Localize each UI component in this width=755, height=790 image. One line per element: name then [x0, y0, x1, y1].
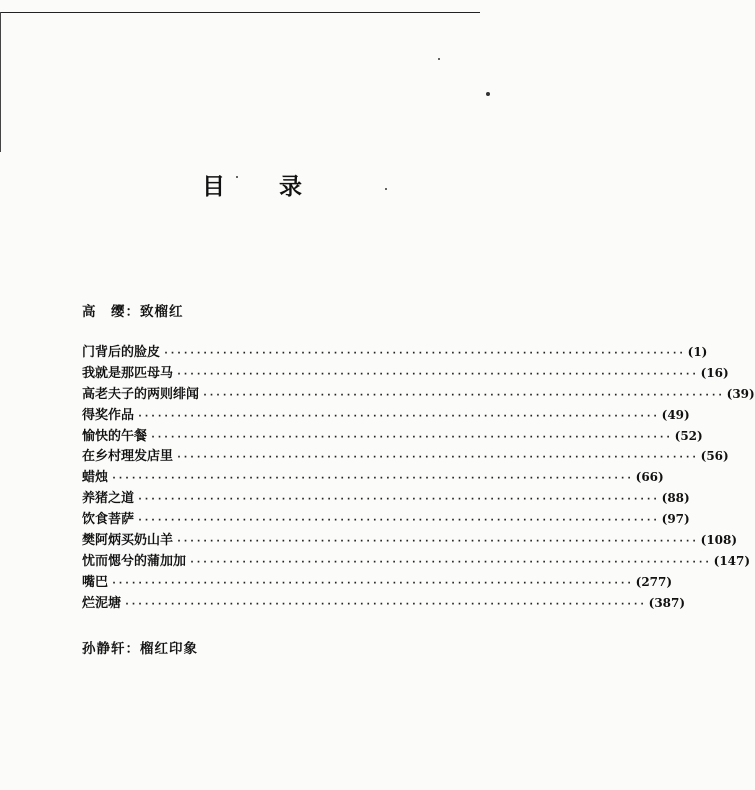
- toc-entry-title: 饮食菩萨: [82, 512, 135, 528]
- dot-leader: ················································································: [189, 556, 711, 568]
- toc-entry: [82, 341, 708, 362]
- toc-entry: [82, 529, 738, 550]
- toc-entry-page: (52): [674, 428, 703, 443]
- toc-entry: [82, 592, 686, 613]
- toc-entry-page: (16): [700, 365, 729, 380]
- toc-entry-page: (108): [700, 533, 738, 548]
- toc-entry-title: 烂泥塘: [82, 595, 122, 611]
- toc-entry-page: (39): [726, 386, 755, 401]
- toc-list: [82, 341, 755, 613]
- dot-leader: ················································································: [176, 536, 698, 548]
- dot-leader: ················································································: [137, 410, 659, 422]
- scan-speck: [438, 58, 440, 60]
- toc-entry: [82, 445, 729, 466]
- toc-entry-title: 得奖作品: [82, 407, 135, 423]
- toc-entry-page: (147): [713, 553, 751, 568]
- dot-leader: ················································································: [137, 515, 659, 527]
- scan-speck: [385, 188, 387, 190]
- toc-entry-title: 养猪之道: [82, 491, 135, 507]
- toc-entry-page: (66): [635, 470, 664, 485]
- toc-entry-title: 我就是那匹母马: [82, 365, 174, 381]
- section-heading-1: [82, 300, 184, 320]
- toc-entry-page: (56): [700, 449, 729, 464]
- section-text: 榴红印象: [140, 641, 198, 657]
- section-author: 高 缨: [82, 304, 126, 320]
- section-separator: ：: [125, 304, 140, 320]
- dot-leader: ················································································: [111, 577, 633, 589]
- toc-entry-title: 嘴巴: [82, 574, 109, 590]
- toc-entry-title: 忧而愢兮的蒲加加: [82, 553, 187, 569]
- toc-entry: [82, 362, 729, 383]
- toc-entry: [82, 571, 673, 592]
- toc-entry-page: (49): [661, 407, 690, 422]
- dot-leader: ················································································: [176, 452, 698, 464]
- toc-entry: [82, 383, 755, 404]
- toc-entry: [82, 404, 690, 425]
- title-char-2: 录: [279, 173, 302, 200]
- dot-leader: ················································································: [137, 494, 659, 506]
- section-text: 致榴红: [140, 304, 184, 320]
- toc-entry: [82, 508, 690, 529]
- toc-entry-title: 樊阿炳买奶山羊: [82, 533, 174, 549]
- toc-entry-title: 蜡烛: [82, 470, 109, 486]
- toc-entry: [82, 425, 703, 446]
- toc-entry-page: (97): [661, 512, 690, 527]
- toc-entry-page: (277): [635, 574, 673, 589]
- title-char-1: 目: [202, 173, 225, 200]
- toc-entry: [82, 487, 690, 508]
- toc-entry-title: 在乡村理发店里: [82, 449, 174, 465]
- scan-speck: [486, 92, 490, 96]
- toc-entry: [82, 550, 751, 571]
- section-heading-2: [82, 637, 198, 657]
- dot-leader: ················································································: [202, 389, 724, 401]
- section-author: 孙静轩: [82, 641, 126, 657]
- page-title: [0, 168, 504, 201]
- toc-entry-page: (1): [687, 345, 708, 359]
- dot-leader: ················································································: [176, 368, 698, 380]
- toc-entry-title: 愉快的午餐: [82, 428, 148, 444]
- scan-speck: [236, 176, 238, 178]
- dot-leader: ················································································: [111, 473, 633, 485]
- toc-entry: [82, 466, 664, 487]
- toc-entry-page: (88): [661, 491, 690, 506]
- dot-leader: ················································································: [124, 598, 646, 610]
- page-edge: [0, 12, 1, 152]
- section-separator: ：: [125, 641, 140, 657]
- toc-entry-title: 门背后的脸皮: [82, 345, 161, 360]
- toc-entry-page: (387): [648, 595, 686, 610]
- dot-leader: ················································································: [163, 348, 685, 359]
- toc-entry-title: 高老夫子的两则绯闻: [82, 386, 200, 402]
- top-rule: [0, 12, 480, 13]
- dot-leader: ················································································: [150, 431, 672, 443]
